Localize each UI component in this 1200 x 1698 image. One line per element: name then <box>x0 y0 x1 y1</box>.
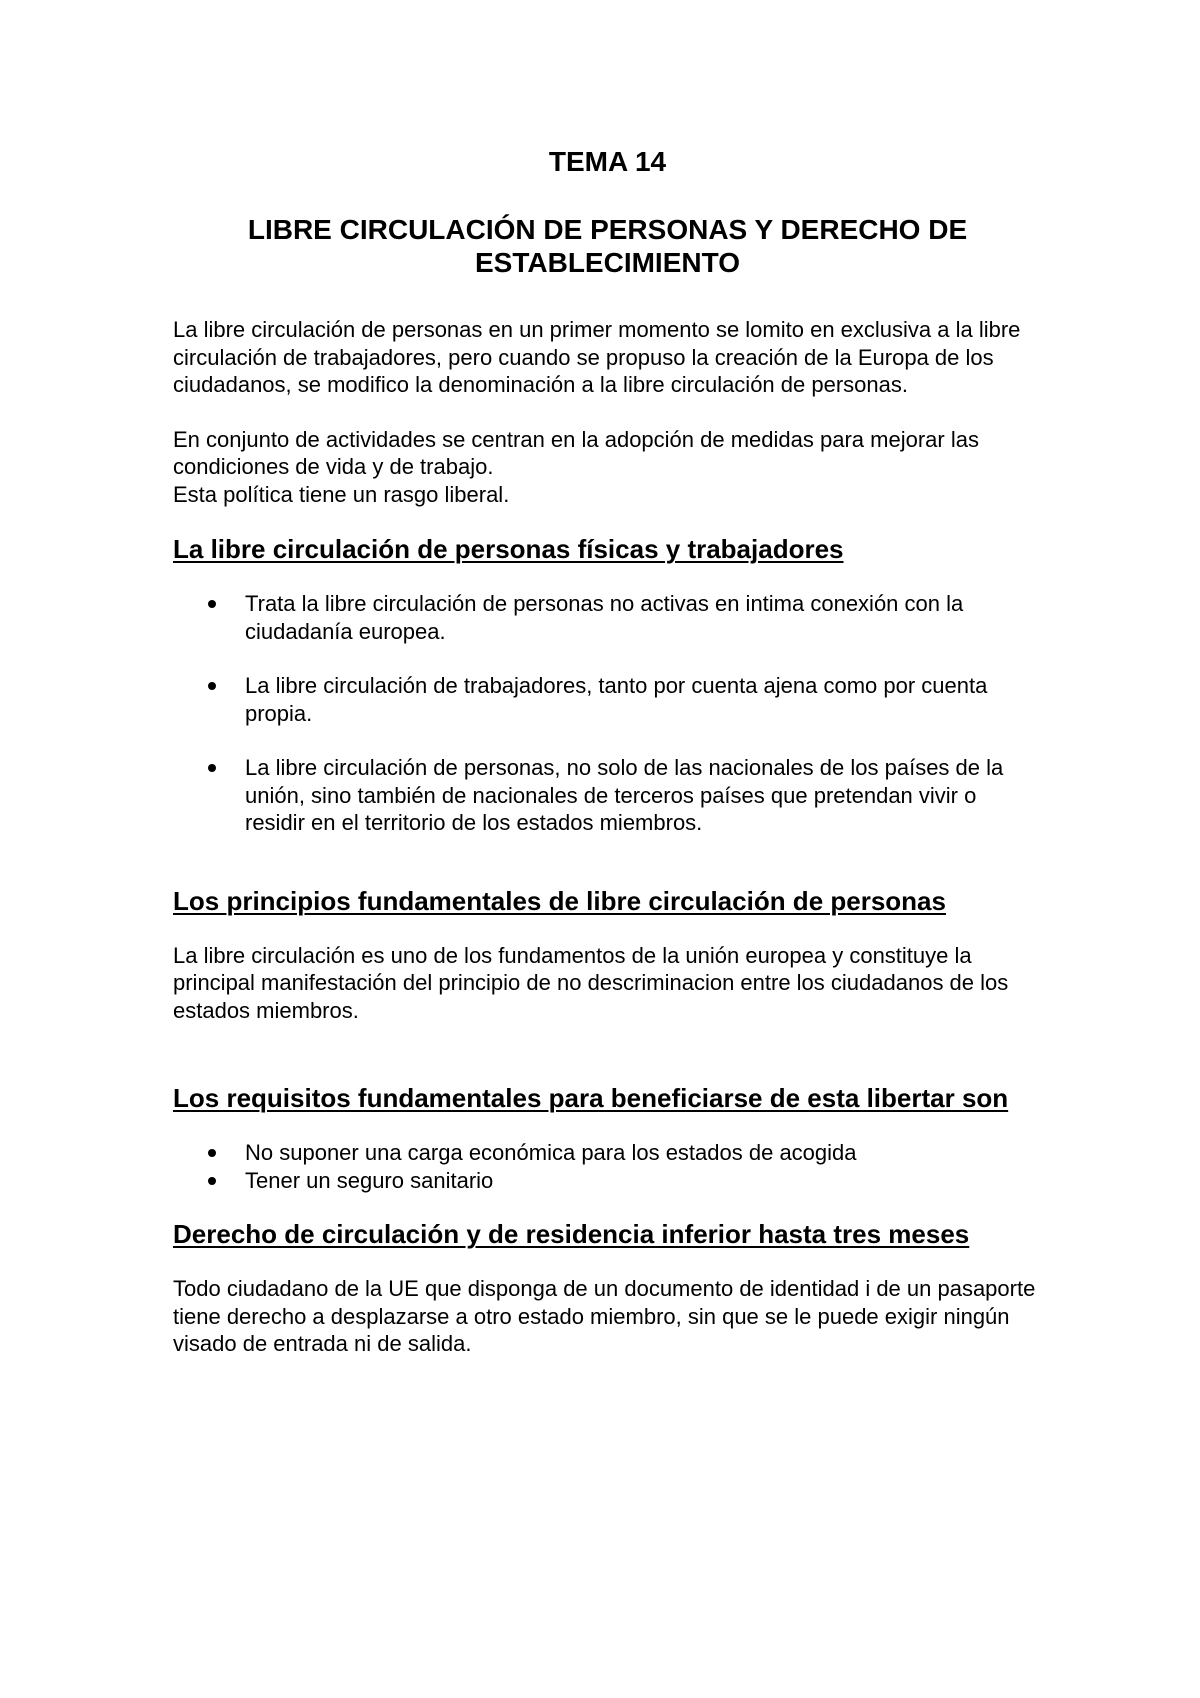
list-item: Tener un seguro sanitario <box>173 1167 1042 1195</box>
list-item: La libre circulación de trabajadores, tanto por cuenta ajena como por cuenta propia. <box>173 672 1042 727</box>
bullet-icon <box>208 1177 216 1185</box>
intro-paragraph-3: Esta política tiene un rasgo liberal. <box>173 481 510 507</box>
intro-paragraph-2: En conjunto de actividades se centran en la adopción de medidas para mejorar las condiciones de vida y de trabajo. <box>173 426 979 479</box>
principios-paragraph: La libre circulación es uno de los fundamentos de la unión europea y constituye la principal manifestación del principio de no descriminacion entre los ciudadanos de los estados miembros. <box>173 942 1009 1023</box>
section-heading-requisitos: Los requisitos fundamentales para beneficiarse de esta libertar son <box>173 1083 1009 1113</box>
bullet-icon <box>208 1149 216 1157</box>
document-title: TEMA 14 <box>548 146 667 177</box>
derecho-circulacion-paragraph: Todo ciudadano de la UE que disponga de un documento de identidad i de un pasaporte tiene derecho a desplazarse a otro estado miembro, sin que se le puede exigir ningún visado de entrada ni de salida. <box>173 1276 1036 1356</box>
bullet-icon <box>208 764 216 772</box>
section-heading-personas-fisicas: La libre circulación de personas físicas y trabajadores <box>173 534 844 564</box>
intro-paragraph-1: La libre circulación de personas en un primer momento se lomito en exclusiva a la libre circulación de trabajadores, pero cuando se propuso la creación de la Europa de los ciudadanos, se modifico la denominación a la libre circulación de personas. <box>173 317 1021 397</box>
bullet-list-personas <box>173 590 1042 837</box>
section-heading-principios: Los principios fundamentales de libre circulación de personas <box>173 885 946 916</box>
list-item: No suponer una carga económica para los estados de acogida <box>173 1139 1042 1167</box>
bullet-list-requisitos <box>173 1139 1042 1194</box>
main-title: LIBRE CIRCULACIÓN DE PERSONAS Y DERECHO DE ESTABLECIMIENTO <box>247 214 968 278</box>
bullet-icon <box>208 682 216 690</box>
section-heading-derecho-circulacion: Derecho de circulación y de residencia inferior hasta tres meses <box>173 1219 970 1249</box>
list-item: La libre circulación de personas, no solo de las nacionales de los países de la unión, sino también de nacionales de terceros países que pretendan vivir o residir en el territorio de los estados miembros. <box>173 754 1042 837</box>
list-item: Trata la libre circulación de personas no activas en intima conexión con la ciudadanía europea. <box>173 590 1042 645</box>
bullet-icon <box>208 600 216 608</box>
